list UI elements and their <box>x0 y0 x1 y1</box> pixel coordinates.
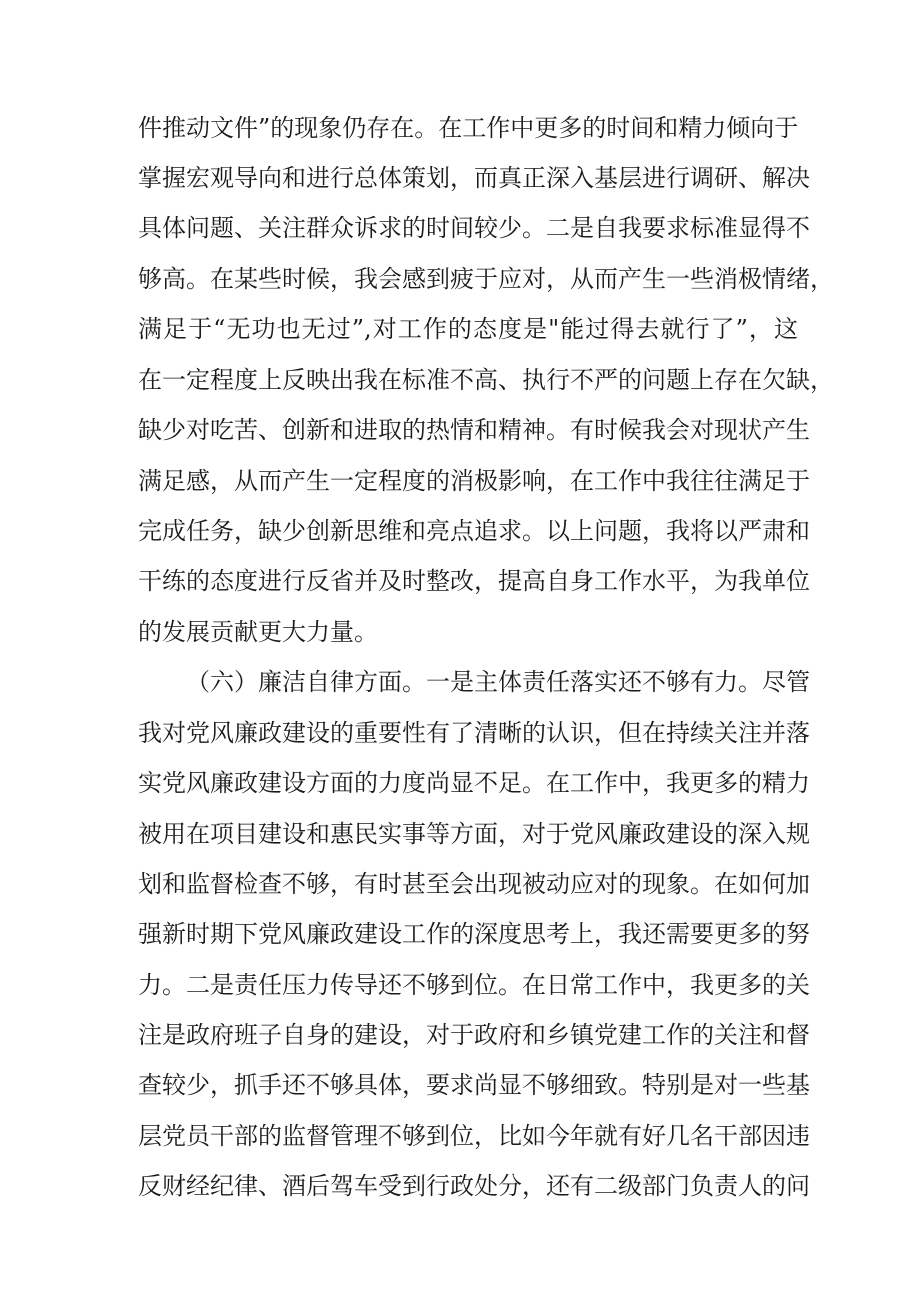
text-line: 在一定程度上反映出我在标准不高、执行不严的问题上存在欠缺， <box>138 366 834 394</box>
text-line: 注是政府班子自身的建设，对于政府和乡镇党建工作的关注和督 <box>138 1021 810 1049</box>
text-line: 干练的态度进行反省并及时整改，提高自身工作水平，为我单位 <box>138 567 810 595</box>
text-line: 满足于“无功也无过”,对工作的态度是"能过得去就行了”，这 <box>138 315 798 343</box>
text-line: 查较少，抓手还不够具体，要求尚显不够细致。特别是对一些基 <box>138 1071 810 1099</box>
text-line: 层党员干部的监督管理不够到位，比如今年就有好几名干部因违 <box>138 1122 810 1150</box>
text-line: 掌握宏观导向和进行总体策划，而真正深入基层进行调研、解决 <box>138 164 810 192</box>
text-line: 完成任务，缺少创新思维和亮点追求。以上问题，我将以严肃和 <box>138 517 810 545</box>
text-line: 件推动文件”的现象仍存在。在工作中更多的时间和精力倾向于 <box>138 114 799 142</box>
paragraph-end-line: 的发展贡献更大力量。 <box>138 618 378 646</box>
text-line: 实党风廉政建设方面的力度尚显不足。在工作中，我更多的精力 <box>138 769 810 797</box>
text-line: 划和监督检查不够，有时甚至会出现被动应对的现象。在如何加 <box>138 870 810 898</box>
text-line: 满足感，从而产生一定程度的消极影响，在工作中我往往满足于 <box>138 467 810 495</box>
text-line: 被用在项目建设和惠民实事等方面，对于党风廉政建设的深入规 <box>138 820 810 848</box>
text-line: 具体问题、关注群众诉求的时间较少。二是自我要求标准显得不 <box>138 214 810 242</box>
section-heading-line: （六）廉洁自律方面。一是主体责任落实还不够有力。尽管 <box>186 668 810 696</box>
text-line: 强新时期下党风廉政建设工作的深度思考上，我还需要更多的努 <box>138 920 810 948</box>
text-line: 力。二是责任压力传导还不够到位。在日常工作中，我更多的关 <box>138 971 810 999</box>
text-line: 缺少对吃苦、创新和进取的热情和精神。有时候我会对现状产生 <box>138 416 810 444</box>
text-line: 我对党风廉政建设的重要性有了清晰的认识，但在持续关注并落 <box>138 719 810 747</box>
text-line: 够高。在某些时候，我会感到疲于应对，从而产生一些消极情绪， <box>138 265 834 293</box>
text-line: 反财经纪律、酒后驾车受到行政处分，还有二级部门负责人的问 <box>138 1172 810 1200</box>
